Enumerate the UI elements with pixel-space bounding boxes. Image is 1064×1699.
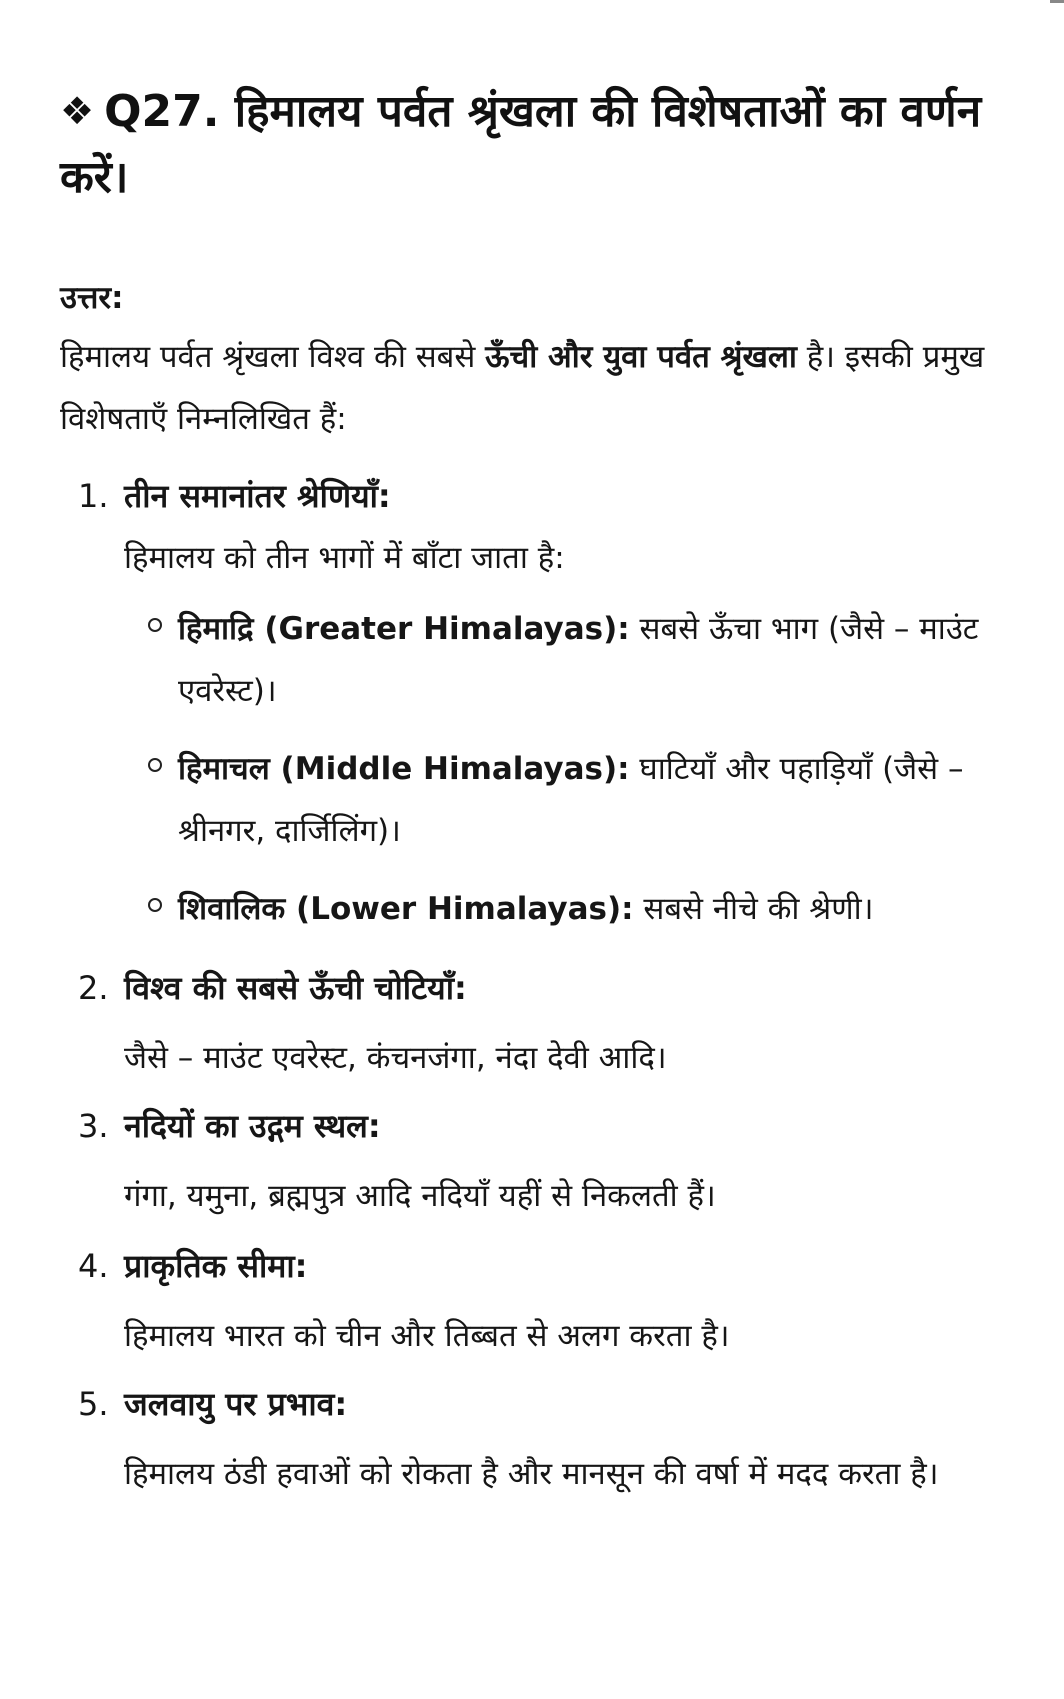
list-item-3	[78, 1100, 1018, 1228]
list-item-5	[78, 1378, 1018, 1506]
page-corner-mark	[1050, 0, 1064, 13]
sub-item-text: सबसे नीचे की श्रेणी।	[633, 891, 874, 927]
item-body: हिमालय को तीन भागों में बाँटा जाता है:	[124, 540, 565, 576]
item-title: प्राकृतिक सीमा:	[124, 1247, 308, 1285]
item-body: जैसे – माउंट एवरेस्ट, कंचनजंगा, नंदा देवी आदि।	[124, 1040, 667, 1076]
diamond-bullet-icon: ❖	[60, 89, 95, 133]
item-title: विश्व की सबसे ऊँची चोटियाँ:	[124, 969, 467, 1007]
list-item-1	[78, 470, 1018, 590]
item-body: हिमालय ठंडी हवाओं को रोकता है और मानसून की वर्षा में मदद करता है।	[124, 1456, 939, 1492]
question-heading	[60, 78, 1010, 211]
list-item-2	[78, 962, 1018, 1090]
intro-text-start: हिमालय पर्वत श्रृंखला विश्व की सबसे	[60, 339, 486, 375]
item-number: 4.	[78, 1247, 109, 1285]
sub-item-shivalik	[148, 878, 1018, 940]
item-body: हिमालय भारत को चीन और तिब्बत से अलग करता है।	[124, 1318, 730, 1354]
sub-item-himadri	[148, 598, 1018, 722]
sub-item-title: शिवालिक (Lower Himalayas):	[178, 891, 634, 927]
hollow-circle-bullet-icon	[148, 898, 162, 912]
question-text: Q27. हिमालय पर्वत श्रृंखला की विशेषताओं का वर्णन करें।	[60, 86, 982, 203]
list-item-4	[78, 1240, 1018, 1368]
sub-item-title: हिमाचल (Middle Himalayas):	[178, 751, 630, 787]
sub-item-himachal	[148, 738, 1018, 862]
item-body: गंगा, यमुना, ब्रह्मपुत्र आदि नदियाँ यहीं से निकलती हैं।	[124, 1178, 716, 1214]
intro-text-end: है। इसकी प्रमुख विशेषताएँ निम्नलिखित हैं:	[60, 339, 985, 437]
answer-intro	[60, 326, 1010, 450]
item-title: तीन समानांतर श्रेणियाँ:	[124, 477, 391, 515]
hollow-circle-bullet-icon	[148, 618, 162, 632]
hollow-circle-bullet-icon	[148, 758, 162, 772]
item-title: नदियों का उद्गम स्थल:	[124, 1107, 381, 1145]
item-number: 3.	[78, 1107, 109, 1145]
item-number: 2.	[78, 969, 109, 1007]
sub-item-text: सबसे ऊँचा भाग (जैसे – माउंट एवरेस्ट)।	[178, 611, 979, 709]
item-number: 1.	[78, 477, 109, 515]
answer-label: उत्तर:	[60, 280, 124, 316]
item-title: जलवायु पर प्रभाव:	[124, 1385, 348, 1423]
sub-item-title: हिमाद्रि (Greater Himalayas):	[178, 611, 630, 647]
item-number: 5.	[78, 1385, 109, 1423]
intro-text-emphasis: ऊँची और युवा पर्वत श्रृंखला	[485, 339, 797, 375]
sub-item-text: घाटियाँ और पहाड़ियाँ (जैसे – श्रीनगर, दार्जिलिंग)।	[178, 751, 964, 849]
